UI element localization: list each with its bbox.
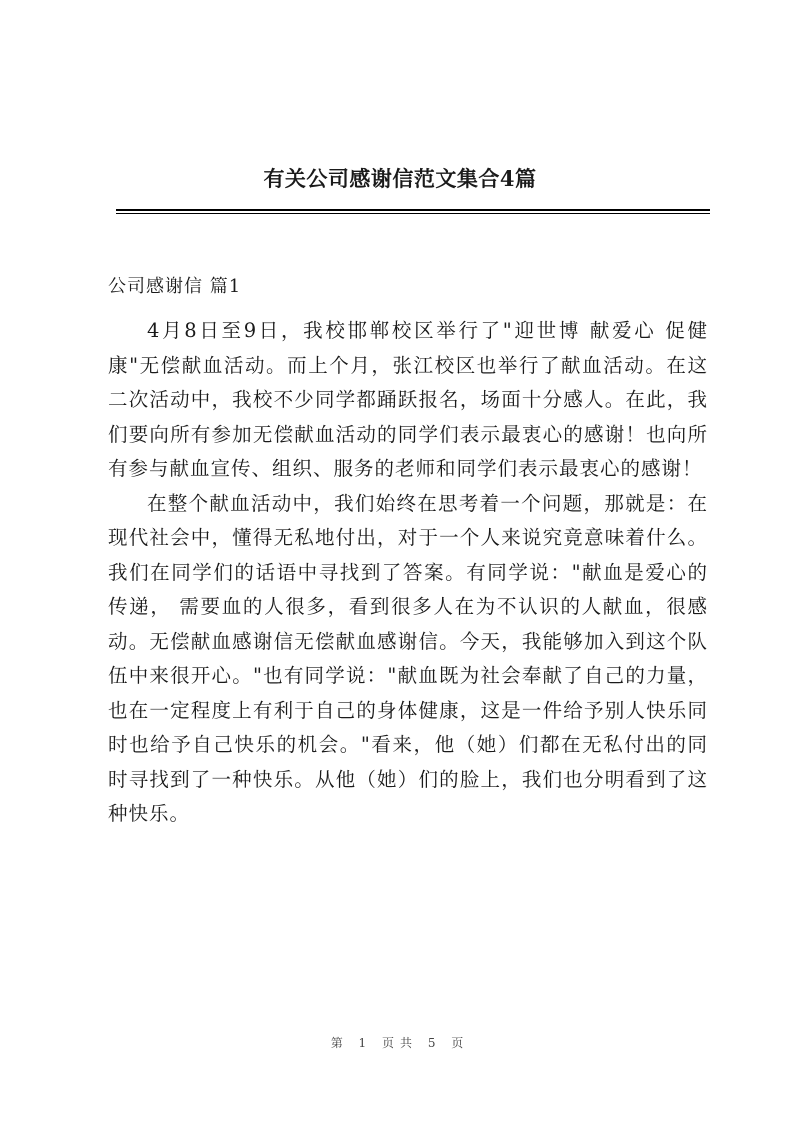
paragraph-1: 4月8日至9日，我校邯郸校区举行了"迎世博 献爱心 促健康"无偿献血活动。而上个月，张江校区也举行了献血活动。在这二次活动中，我校不少同学都踊跃报名，场面十分感人。在此，我们要向所有参加无偿献血活动的同学们表示最衷心的感谢！也向所有参与献血宣传、组织、服务的老师和同学们表示最衷心的感谢！	[108, 319, 708, 480]
section-heading: 公司感谢信 篇1	[108, 276, 242, 297]
document-title: 有关公司感谢信范文集合4篇	[263, 166, 537, 191]
title-divider-thin	[116, 213, 710, 214]
title-divider-thick	[116, 209, 710, 211]
body-text	[108, 314, 708, 832]
paragraph-2: 在整个献血活动中，我们始终在思考着一个问题，那就是：在现代社会中，懂得无私地付出，对于一个人来说究竟意味着什么。我们在同学们的话语中寻找到了答案。有同学说："献血是爱心的传递， 需要血的人很多，看到很多人在为不认识的人献血，很感动。无偿献血感谢信无偿献血感谢信。今天，我能够加入到这个队伍中来很开心。"也有同学说："献血既为社会奉献了自己的力量，也在一定程度上有利于自己的身体健康，这是一件给予别人快乐同时也给予自己快乐的机会。"看来，他（她）们都在无私付出的同时寻找到了一种快乐。从他（她）们的脸上，我们也分明看到了这种快乐。	[108, 491, 708, 825]
page-footer: 第 1 页共 5 页	[330, 1036, 470, 1050]
